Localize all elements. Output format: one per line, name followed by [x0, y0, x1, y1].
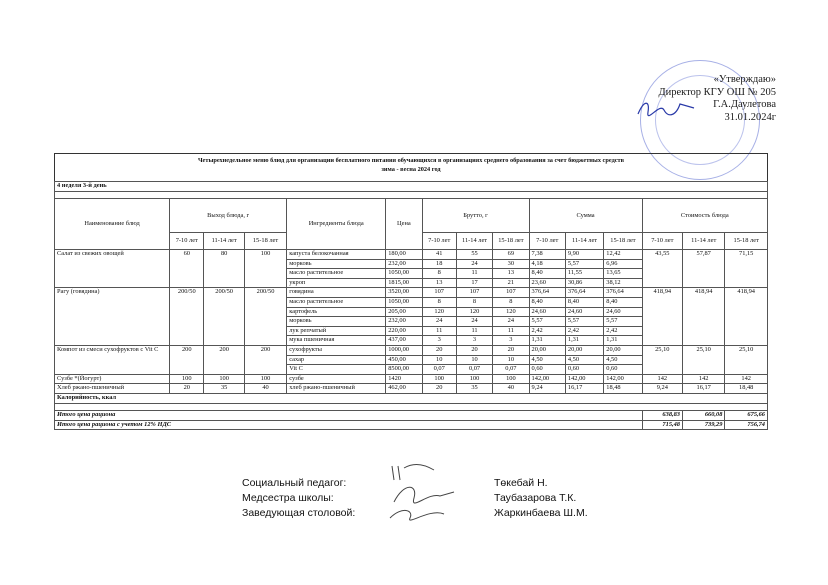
table-row	[55, 345, 768, 355]
header-age: 7-10 лет	[170, 233, 204, 250]
ingredient-gross: 10	[456, 355, 492, 365]
total-vat-value: 756,74	[725, 420, 768, 430]
ingredient-sum: 12,42	[604, 250, 642, 260]
ingredient-gross: 13	[422, 278, 456, 288]
approval-director-name: Г.А.Даулетова	[713, 99, 776, 110]
total-vat-value: 739,29	[683, 420, 725, 430]
ingredient-gross: 21	[493, 278, 529, 288]
ingredient-sum: 11,55	[565, 269, 603, 279]
dish-output: 60	[170, 250, 204, 288]
ingredient-sum: 1,31	[565, 336, 603, 346]
ingredient-gross: 8	[422, 297, 456, 307]
ingredient-name: картофель	[287, 307, 386, 317]
ingredient-gross: 18	[422, 259, 456, 269]
ingredient-gross: 0,07	[456, 365, 492, 375]
dish-output: 35	[204, 384, 244, 394]
ingredient-gross: 55	[456, 250, 492, 260]
ingredient-gross: 13	[493, 269, 529, 279]
ingredient-sum: 5,57	[565, 259, 603, 269]
dish-output: 200	[244, 345, 286, 374]
ingredient-name: хлеб ржано-пшеничный	[287, 384, 386, 394]
dish-cost: 18,48	[725, 384, 768, 394]
ingredient-gross: 11	[493, 326, 529, 336]
table-row	[55, 374, 768, 384]
header-age: 11-14 лет	[683, 233, 725, 250]
dish-cost: 57,87	[683, 250, 725, 288]
dish-cost: 25,10	[642, 345, 682, 374]
ingredient-sum: 5,57	[529, 317, 565, 327]
dish-cost: 43,55	[642, 250, 682, 288]
signature-row	[242, 491, 588, 506]
ingredient-price: 450,00	[386, 355, 422, 365]
ingredient-sum: 8,40	[529, 269, 565, 279]
ingredient-sum: 5,57	[604, 317, 642, 327]
menu-title-line1: Четырехнедельное меню блюд для организации бесплатного питания обучающихся в организациях среднего образования за счет бюджетных средств	[197, 157, 625, 164]
ingredient-gross: 20	[456, 345, 492, 355]
table-row	[55, 384, 768, 394]
menu-table	[54, 181, 768, 430]
ingredient-sum: 376,64	[529, 288, 565, 298]
dish-output: 80	[204, 250, 244, 288]
dish-output: 200/50	[170, 288, 204, 346]
spacer-row	[55, 403, 768, 410]
ingredient-name: сухофрукты	[287, 345, 386, 355]
ingredient-gross: 35	[456, 384, 492, 394]
ingredient-sum: 7,38	[529, 250, 565, 260]
ingredient-name: сузбе	[287, 374, 386, 384]
ingredient-sum: 376,64	[604, 288, 642, 298]
ingredient-sum: 18,48	[604, 384, 642, 394]
dish-cost: 418,94	[725, 288, 768, 346]
ingredient-sum: 376,64	[565, 288, 603, 298]
menu-title-line2: зима - весна 2024 год	[381, 165, 441, 173]
ingredient-gross: 3	[422, 336, 456, 346]
header-ingredients: Ингредиенты блюда	[287, 199, 386, 250]
ingredient-sum: 2,42	[565, 326, 603, 336]
dish-cost: 418,94	[683, 288, 725, 346]
ingredient-gross: 11	[456, 269, 492, 279]
dish-cost: 71,15	[725, 250, 768, 288]
ingredient-price: 1050,00	[386, 297, 422, 307]
signature-role: Медсестра школы:	[242, 492, 334, 504]
ingredient-sum: 4,50	[604, 355, 642, 365]
ingredient-sum: 4,50	[565, 355, 603, 365]
header-output: Выход блюда, г	[170, 199, 287, 233]
ingredient-gross: 41	[422, 250, 456, 260]
dish-name: Хлеб ржано-пшеничный	[55, 384, 170, 394]
ingredient-sum: 38,12	[604, 278, 642, 288]
menu-sheet	[54, 153, 768, 430]
ingredient-gross: 8	[456, 297, 492, 307]
ingredient-gross: 30	[493, 259, 529, 269]
dish-output: 20	[170, 384, 204, 394]
dish-cost: 9,24	[642, 384, 682, 394]
ingredient-gross: 20	[493, 345, 529, 355]
ingredient-gross: 100	[422, 374, 456, 384]
header-gross: Брутто, г	[422, 199, 529, 233]
header-age: 7-10 лет	[422, 233, 456, 250]
ingredient-sum: 4,50	[529, 355, 565, 365]
dish-output: 200	[204, 345, 244, 374]
ingredient-sum: 4,18	[529, 259, 565, 269]
ingredient-gross: 11	[422, 326, 456, 336]
header-age: 11-14 лет	[456, 233, 492, 250]
ingredient-price: 180,00	[386, 250, 422, 260]
ingredient-sum: 20,00	[565, 345, 603, 355]
ingredient-gross: 0,07	[422, 365, 456, 375]
ingredient-price: 3520,00	[386, 288, 422, 298]
dish-name: Сузбе *(Йогурт)	[55, 374, 170, 384]
ingredient-sum: 24,60	[604, 307, 642, 317]
ingredient-gross: 69	[493, 250, 529, 260]
dish-cost: 142	[683, 374, 725, 384]
ingredient-price: 1420	[386, 374, 422, 384]
ingredient-name: укроп	[287, 278, 386, 288]
ingredient-sum: 23,60	[529, 278, 565, 288]
ingredient-name: мука пшеничная	[287, 336, 386, 346]
dish-output: 100	[204, 374, 244, 384]
header-dish: Наименование блюд	[55, 199, 170, 250]
ingredient-gross: 20	[422, 345, 456, 355]
total-value: 675,66	[725, 410, 768, 420]
ingredient-price: 8500,00	[386, 365, 422, 375]
ingredient-gross: 24	[456, 317, 492, 327]
ingredient-name: Vit C	[287, 365, 386, 375]
ingredient-price: 1050,00	[386, 269, 422, 279]
ingredient-sum: 20,00	[604, 345, 642, 355]
header-age: 15-18 лет	[493, 233, 529, 250]
ingredient-price: 220,00	[386, 326, 422, 336]
ingredient-sum: 16,17	[565, 384, 603, 394]
approval-date: 31.01.2024г	[724, 111, 776, 123]
ingredient-sum: 8,40	[565, 297, 603, 307]
header-age: 11-14 лет	[204, 233, 244, 250]
header-age: 11-14 лет	[565, 233, 603, 250]
ingredient-sum: 142,00	[529, 374, 565, 384]
dish-output: 200	[170, 345, 204, 374]
ingredient-gross: 107	[422, 288, 456, 298]
ingredient-name: говядина	[287, 288, 386, 298]
ingredient-gross: 120	[493, 307, 529, 317]
ingredient-name: лук репчатый	[287, 326, 386, 336]
ingredient-sum: 13,65	[604, 269, 642, 279]
signature-name: Төкебай Н.	[494, 477, 548, 489]
ingredient-price: 462,00	[386, 384, 422, 394]
ingredient-price: 205,00	[386, 307, 422, 317]
dish-cost: 16,17	[683, 384, 725, 394]
ingredient-sum: 20,00	[529, 345, 565, 355]
dish-output: 200/50	[204, 288, 244, 346]
dish-name: Салат из свежих овощей	[55, 250, 170, 288]
header-age: 15-18 лет	[725, 233, 768, 250]
total-vat-value: 715,48	[642, 420, 682, 430]
approval-heading: «Утверждаю»	[713, 74, 776, 85]
ingredient-gross: 107	[456, 288, 492, 298]
ingredient-sum: 142,00	[565, 374, 603, 384]
ingredient-name: сахар	[287, 355, 386, 365]
ingredient-name: капуста белокочанная	[287, 250, 386, 260]
dish-cost: 418,94	[642, 288, 682, 346]
dish-name: Компот из смеси сухофруктов с Vit C	[55, 345, 170, 374]
ingredient-gross: 24	[493, 317, 529, 327]
signature-role: Заведующая столовой:	[242, 507, 356, 519]
header-cost: Стоимость блюда	[642, 199, 767, 233]
ingredient-gross: 40	[493, 384, 529, 394]
ingredient-sum: 0,60	[565, 365, 603, 375]
signature-name: Жаркинбаева Ш.М.	[494, 507, 588, 519]
week-label: 4 неделя 3-й день	[55, 182, 768, 192]
ingredient-price: 437,00	[386, 336, 422, 346]
ingredient-sum: 9,24	[529, 384, 565, 394]
signature-name: Таубазарова Т.К.	[494, 492, 577, 504]
ingredient-gross: 24	[422, 317, 456, 327]
dish-name: Рагу (говядина)	[55, 288, 170, 346]
ingredient-gross: 120	[422, 307, 456, 317]
spacer-row	[55, 192, 768, 199]
dish-output: 100	[244, 374, 286, 384]
ingredient-gross: 24	[456, 259, 492, 269]
dish-cost: 25,10	[725, 345, 768, 374]
ingredient-sum: 2,42	[529, 326, 565, 336]
signature-row	[242, 476, 588, 491]
ingredient-sum: 6,96	[604, 259, 642, 269]
table-row	[55, 288, 768, 298]
signatures-block	[242, 476, 588, 521]
ingredient-sum: 0,60	[604, 365, 642, 375]
ingredient-gross: 11	[456, 326, 492, 336]
ingredient-sum: 1,31	[529, 336, 565, 346]
header-price: Цена	[386, 199, 422, 250]
ingredient-sum: 142,00	[604, 374, 642, 384]
dish-output: 100	[244, 250, 286, 288]
dish-cost: 142	[642, 374, 682, 384]
header-age: 7-10 лет	[642, 233, 682, 250]
ingredient-sum: 24,60	[529, 307, 565, 317]
ingredient-sum: 0,60	[529, 365, 565, 375]
ingredient-gross: 107	[493, 288, 529, 298]
ingredient-gross: 100	[456, 374, 492, 384]
ingredient-name: масло растительное	[287, 269, 386, 279]
dish-output: 200/50	[244, 288, 286, 346]
header-age: 15-18 лет	[244, 233, 286, 250]
dish-output: 100	[170, 374, 204, 384]
ingredient-gross: 3	[456, 336, 492, 346]
calories-row: Калорийность, ккал	[55, 393, 768, 403]
approval-block	[590, 74, 776, 124]
dish-output: 40	[244, 384, 286, 394]
total-value: 638,83	[642, 410, 682, 420]
ingredient-gross: 10	[422, 355, 456, 365]
total-vat-label: Итого цена рациона с учетом 12% НДС	[55, 420, 643, 430]
ingredient-gross: 10	[493, 355, 529, 365]
ingredient-gross: 3	[493, 336, 529, 346]
ingredient-gross: 17	[456, 278, 492, 288]
signature-row	[242, 506, 588, 521]
ingredient-price: 232,00	[386, 259, 422, 269]
menu-title	[54, 153, 768, 181]
header-age: 7-10 лет	[529, 233, 565, 250]
dish-cost: 142	[725, 374, 768, 384]
ingredient-sum: 8,40	[604, 297, 642, 307]
ingredient-sum: 8,40	[529, 297, 565, 307]
ingredient-name: масло растительное	[287, 297, 386, 307]
ingredient-gross: 8	[422, 269, 456, 279]
ingredient-sum: 30,86	[565, 278, 603, 288]
dish-cost: 25,10	[683, 345, 725, 374]
ingredient-price: 1815,00	[386, 278, 422, 288]
ingredient-sum: 5,57	[565, 317, 603, 327]
ingredient-gross: 100	[493, 374, 529, 384]
signature-role: Социальный педагог:	[242, 477, 347, 489]
ingredient-gross: 20	[422, 384, 456, 394]
ingredient-gross: 120	[456, 307, 492, 317]
ingredient-sum: 2,42	[604, 326, 642, 336]
header-sum: Сумма	[529, 199, 642, 233]
approval-position: Директор КГУ ОШ № 205	[658, 86, 776, 98]
ingredient-sum: 1,31	[604, 336, 642, 346]
ingredient-sum: 9,90	[565, 250, 603, 260]
ingredient-gross: 0,07	[493, 365, 529, 375]
ingredient-price: 232,00	[386, 317, 422, 327]
total-value: 660,08	[683, 410, 725, 420]
ingredient-price: 1000,00	[386, 345, 422, 355]
ingredient-name: морковь	[287, 259, 386, 269]
header-age: 15-18 лет	[604, 233, 642, 250]
table-row	[55, 250, 768, 260]
ingredient-name: морковь	[287, 317, 386, 327]
ingredient-sum: 24,60	[565, 307, 603, 317]
total-label: Итого цена рациона	[55, 410, 643, 420]
ingredient-gross: 8	[493, 297, 529, 307]
